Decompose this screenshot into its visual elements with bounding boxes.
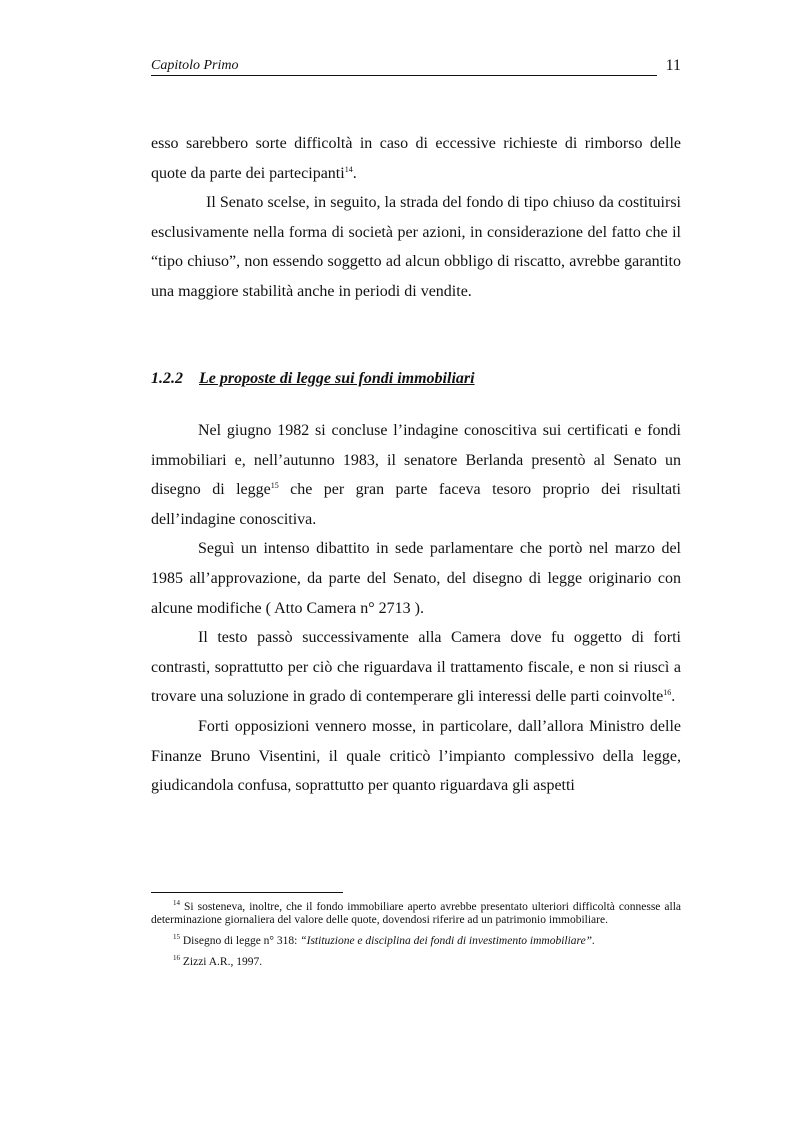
header-rule xyxy=(151,75,657,76)
footnote: $^{15}$ Disegno di legge n° 318: “Istituzione e disciplina dei fondi di investimento immobiliare”. xyxy=(173,933,595,947)
footnotes xyxy=(151,901,681,977)
section-heading xyxy=(151,370,475,388)
body-text-top xyxy=(151,129,681,307)
footnote: $^{16}$ Zizzi A.R., 1997. xyxy=(173,954,263,968)
paragraph: Il Senato scelse, in seguito, la strada del fondo di tipo chiuso da costituirsi esclusivamente nella forma di società per azioni, in considerazione del fatto che il “tipo chiuso”, non essendo soggetto ad alcun obbligo di riscatto, avrebbe garantito una maggiore stabilità anche in periodi di vendite. xyxy=(151,194,681,300)
footnote-number: 15 xyxy=(173,933,180,941)
paragraph: Il testo passò successivamente alla Camera dove fu oggetto di forti contrasti, soprattutto per ciò che riguardava il trattamento fiscale, e non si riuscì a trovare una soluzione in grado di contemperare gli interessi delle parti coinvolte$^{16}$. xyxy=(151,629,681,706)
footnote-number: 16 xyxy=(173,954,180,962)
footnote-rule xyxy=(151,892,343,893)
section-number: 1.2.2 xyxy=(151,370,183,387)
chapter-title: Capitolo Primo xyxy=(151,58,239,73)
footnote-ref[interactable]: 14 xyxy=(344,164,353,174)
paragraph: esso sarebbero sorte difficoltà in caso di eccessive richieste di rimborso delle quote da parte dei partecipanti$^{14}$. xyxy=(151,135,681,182)
page-number: 11 xyxy=(665,57,681,74)
footnote-ref[interactable]: 15 xyxy=(270,481,279,491)
paragraph: Forti opposizioni vennero mosse, in particolare, dall’allora Ministro delle Finanze Bruno Visentini, il quale criticò l’impianto complessivo della legge, giudicandola confusa, soprattutto per quanto riguardava gli aspetti xyxy=(151,717,681,795)
footnote-number: 14 xyxy=(173,899,180,907)
running-header xyxy=(151,58,681,78)
paragraph: Seguì un intenso dibattito in sede parlamentare che portò nel marzo del 1985 all’approvazione, da parte del Senato, del disegno di legge originario con alcune modifiche ( Atto Camera n° 2713 ). xyxy=(151,540,681,617)
footnote-ref[interactable]: 16 xyxy=(663,688,672,698)
paragraph: Nel giugno 1982 si concluse l’indagine conoscitiva sui certificati e fondi immobiliari e, nell’autunno 1983, il senatore Berlanda presentò al Senato un disegno di legge$^{15}$ che per gran parte faceva tesoro proprio dei risultati dell’indagine conoscitiva. xyxy=(151,422,682,528)
footnote: $^{14}$ Si sosteneva, inoltre, che il fondo immobiliare aperto avrebbe presentato ulteriori difficoltà connesse alla determinazione giornaliera del valore delle quote, dovendosi riferire ad un patrimonio immobiliare. xyxy=(151,899,681,926)
section-title: Le proposte di legge sui fondi immobiliari xyxy=(199,370,475,387)
body-text-section xyxy=(151,416,681,801)
